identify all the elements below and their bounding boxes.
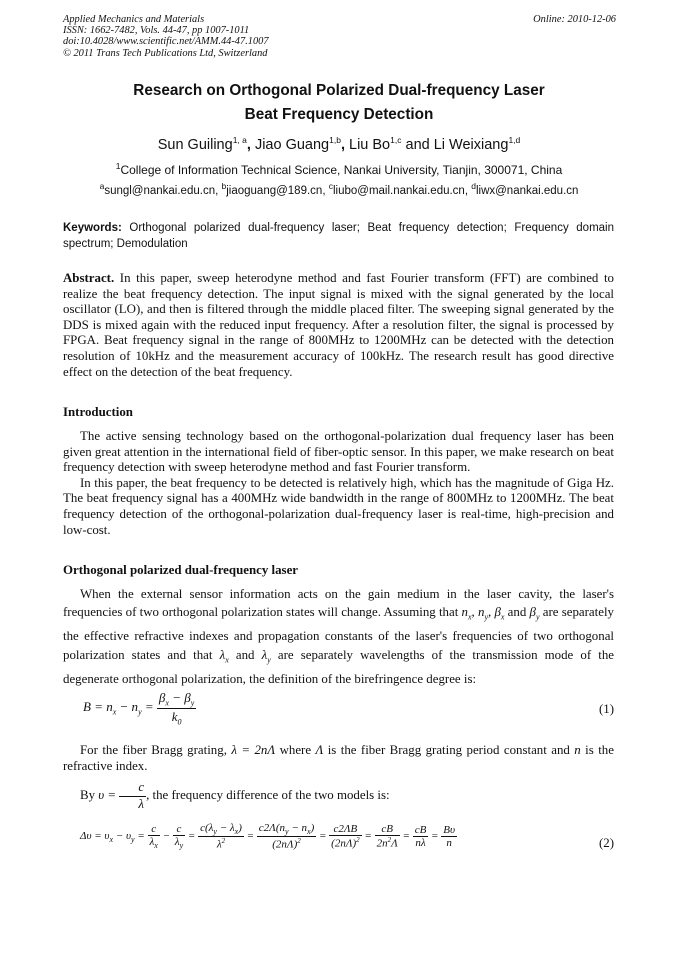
- abstract-label: Abstract.: [63, 271, 115, 285]
- text-run: , the frequency difference of the two models is:: [146, 788, 390, 803]
- affiliation-sup: 1: [115, 161, 121, 171]
- author-sup: 1,b: [329, 135, 341, 146]
- keywords-block: [63, 220, 614, 252]
- math-symbol: $\lambda_y$: [261, 647, 271, 665]
- equation-number: (2): [598, 836, 614, 850]
- math-symbol: $n_x$, $n_y$, $\beta_x$: [461, 605, 505, 622]
- author-name: Liu Bo: [349, 137, 391, 153]
- paragraph: The active sensing technology based on the orthogonal-polarization dual frequency laser has been given great attention in the international field of fiber-optic sensor. In this paper, we make research on beat frequency detection with sweep heterodyne method and fast Fourier transform.: [63, 429, 614, 475]
- email-link[interactable]: sungl@nankai.edu.cn,: [104, 185, 219, 197]
- text-run: is the fiber Bragg grating period constant and: [327, 743, 570, 757]
- keywords-text: Orthogonal polarized dual-frequency laser; Beat frequency detection; Frequency domain spectrum; Demodulation: [63, 222, 615, 250]
- math-symbol: n: [574, 743, 581, 757]
- math-symbol: $\beta_y$: [529, 605, 540, 622]
- email-sup: a: [99, 181, 105, 192]
- email-sup: d: [471, 181, 476, 192]
- paragraph-fbg: [63, 743, 614, 774]
- abstract-block: [63, 271, 614, 380]
- author-name: Jiao Guang: [254, 137, 330, 153]
- text-run: is the refractive index.: [63, 743, 614, 773]
- author-sup: 1, a: [232, 135, 247, 146]
- text-run: are separately the effective refractive indexes and propagation constants of the laser's frequencies of two orthogonal polarization states and that: [63, 605, 614, 662]
- author-name: Sun Guiling: [157, 137, 233, 153]
- author-conjunction: and: [405, 137, 430, 153]
- keywords-label: Keywords:: [63, 222, 122, 234]
- paragraph: [63, 780, 614, 812]
- email-link[interactable]: liubo@mail.nankai.edu.cn,: [332, 185, 469, 197]
- email-list: [0, 181, 678, 197]
- equation-number: (1): [598, 702, 614, 716]
- text-run: are separately wavelengths of the transmission mode of the degenerate orthogonal polarization, the definition of the birefringence degree is:: [63, 647, 614, 686]
- equation-1: $B = n_x - n_y$ = $\frac{\beta_x - \beta_y}{k_0}$ (1): [83, 690, 614, 727]
- author-sup: 1,d: [508, 135, 521, 146]
- math-symbol: Λ: [315, 743, 324, 757]
- introduction-body: [63, 429, 614, 538]
- email-sup: b: [221, 181, 227, 192]
- math-symbol: $\lambda_x$: [219, 647, 229, 665]
- author-list: Sun Guiling$^{1, a}$, Jiao Guang$^{1,b}$, Liu Bo$^{1,c}$ and Li Weixiang$^{1,d}$: [157, 135, 521, 153]
- author-sup: 1,c: [390, 135, 402, 146]
- running-header: [63, 14, 616, 59]
- text-run: By: [80, 788, 96, 803]
- text-run: When the external sensor information acts on the gain medium in the laser cavity, the laser's frequencies of two orthogonal polarization states will change. Assuming that: [63, 587, 614, 620]
- paragraph: In this paper, the beat frequency to be detected is relatively high, which has the magnitude of Giga Hz. The beat frequency signal has a 400MHz wide bandwidth in the range of 800MHz to 1200MHz. The beat frequency detection of the orthogonal-polarization dual-frequency laser is real-time, high-precision and low-cost.: [63, 475, 614, 537]
- author-name: Li Weixiang: [433, 137, 509, 153]
- paragraph: [63, 743, 614, 774]
- issn-line: ISSN: 1662-7482, Vols. 44-47, pp 1007-1011: [63, 25, 250, 37]
- copyright-line: © 2011 Trans Tech Publications Ltd, Switzerland: [63, 47, 268, 59]
- title-line-1: Research on Orthogonal Polarized Dual-frequency Laser: [133, 82, 545, 99]
- title-line-2: Beat Frequency Detection: [244, 106, 434, 123]
- paragraph: When the external sensor information acts on the gain medium in the laser cavity, the laser's frequencies of two orthogonal polarization states will change. Assuming that $n_x$, $n_y$, $\beta_x$ and $\beta_y$ are separately the effective refractive indexes and propagation constants of the laser's frequencies of two orthogonal polarization states and that $\lambda_x$ and $\lambda_y$ are separately wavelengths of the transmission mode of the degenerate orthogonal polarization, the definition of the birefringence degree is:: [63, 587, 614, 686]
- doi-line: doi:10.4028/www.scientific.net/AMM.44-47.1007: [63, 36, 269, 48]
- email-sup: c: [328, 181, 333, 192]
- affiliation-text: College of Information Technical Science, Nankai University, Tianjin, 300071, China: [120, 163, 563, 177]
- paragraph-by-upsilon: [63, 780, 614, 812]
- text-run: where: [279, 743, 312, 757]
- section-laser-body: [63, 585, 614, 688]
- email-link[interactable]: jiaoguang@189.cn,: [226, 185, 326, 197]
- math-symbol: υ = $\frac{c}{\lambda}$: [98, 780, 145, 811]
- section-heading-introduction: Introduction: [63, 405, 133, 419]
- journal-name: Applied Mechanics and Materials: [63, 14, 205, 25]
- affiliation: [0, 163, 678, 177]
- equation-2: $\Delta\upsilon = \upsilon_x - \upsilon_y$ = $\frac{c}{\lambda_x}$ − $\frac{c}{\lambda_y}$ = $\frac{c(\lambda_y - \lambda_x)}{\lambda^2}$ = $\frac{c2\Lambda(n_y - n_x)}{(2n\Lambda)^2}$ = $\frac{c2\Lambda B}{(2n\Lambda)^2}$ = $\frac{cB}{2n^2\Lambda}$ = $\frac{cB}{n\lambda}$ = $\frac{B\upsilon}{n}$ (2): [80, 822, 614, 851]
- section-heading-laser: Orthogonal polarized dual-frequency laser: [63, 563, 299, 577]
- online-date: Online: 2010-12-06: [533, 14, 616, 25]
- abstract-text: In this paper, sweep heterodyne method and fast Fourier transform (FFT) are combined to realize the beat frequency detection. The input signal is mixed with the signal generated by the local oscillator (LO), and then is filtered through the middle placed filter. The sweeping signal generated by the DDS is mixed again with the reduced input frequency. After a resolution filter, the signal is processed by FPGA. Beat frequency signal in the range of 800MHz to 1200MHz can be detected with the detection resolution of 10kHz and the measurement accuracy of 100kHz. The research result has good directive effect on the detection of the beat frequency.: [63, 271, 614, 379]
- math-symbol: λ = 2nΛ: [231, 743, 276, 757]
- text-run: For the fiber Bragg grating,: [80, 743, 227, 757]
- paper-title: [0, 79, 678, 127]
- email-link[interactable]: liwx@nankai.edu.cn: [475, 185, 579, 197]
